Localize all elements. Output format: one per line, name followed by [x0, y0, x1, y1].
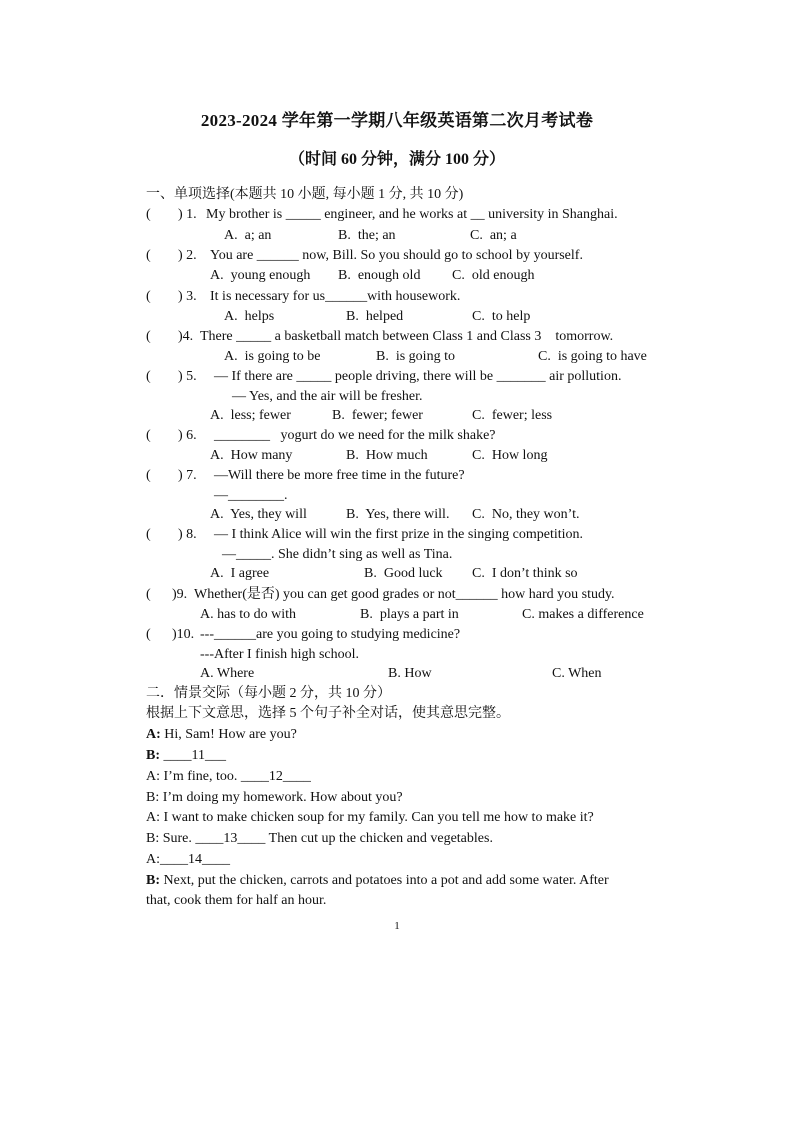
q8-option-b: B. Good luck [364, 566, 443, 581]
exam-subtitle: （时间 60 分钟，满分 100 分） [288, 151, 505, 168]
q6-option-a: A. How many [210, 448, 293, 463]
q3-option-c: C. to help [472, 309, 531, 324]
dialogue-text: Sure. ____13____ Then cut up the chicken and vegetables. [159, 831, 493, 846]
q10-option-c: C. When [552, 666, 602, 681]
q3-option-a: A. helps [224, 309, 275, 324]
q2-option-a: A. young enough [210, 268, 311, 283]
q4-stem: There _____ a basketball match between Class 1 and Class 3 tomorrow. [200, 329, 614, 344]
q6-stem: ________ yogurt do we need for the milk shake? [214, 428, 496, 443]
dialogue-speaker: B: [146, 790, 160, 805]
dialogue-text: I’m doing my homework. How about you? [159, 790, 403, 805]
dialogue-line-5 [146, 809, 594, 827]
q8-num: ) 8. [178, 527, 197, 542]
q8-option-c: C. I don’t think so [472, 566, 578, 581]
dialogue-text: ____11___ [160, 748, 226, 763]
dialogue-text: I want to make chicken soup for my family. Can you tell me how to make it? [160, 810, 594, 825]
answer-paren-1: ( [146, 207, 151, 222]
q5-stem-response: — Yes, and the air will be fresher. [232, 389, 423, 404]
q4-num: )4. [178, 329, 194, 344]
q8-option-a: A. I agree [210, 566, 270, 581]
q10-stem-response: ---After I finish high school. [200, 647, 360, 662]
q7-option-c: C. No, they won’t. [472, 507, 580, 522]
q9-num: )9. [172, 587, 188, 602]
answer-paren-9: ( [146, 587, 151, 602]
dialogue-speaker: A: [146, 810, 160, 825]
answer-paren-5: ( [146, 369, 151, 384]
q2-num: ) 2. [178, 248, 197, 263]
q2-option-b: B. enough old [338, 268, 421, 283]
dialogue-speaker: A: [146, 852, 160, 867]
q5-option-a: A. less; fewer [210, 408, 291, 423]
q8-stem: — I think Alice will win the first prize in the singing competition. [214, 527, 583, 542]
q5-option-b: B. fewer; fewer [332, 408, 423, 423]
q3-option-b: B. helped [346, 309, 404, 324]
dialogue-line-9 [146, 892, 326, 910]
dialogue-text: Next, put the chicken, carrots and potatoes into a pot and add some water. After [160, 873, 609, 888]
answer-paren-6: ( [146, 428, 151, 443]
answer-paren-7: ( [146, 468, 151, 483]
dialogue-text: that, cook them for half an hour. [146, 893, 327, 908]
q1-num: ) 1. [178, 207, 197, 222]
q9-option-a: A. has to do with [200, 607, 297, 622]
answer-paren-10: ( [146, 627, 151, 642]
dialogue-line-1 [146, 726, 297, 744]
dialogue-text: I’m fine, too. ____12____ [160, 769, 311, 784]
dialogue-speaker: A: [146, 769, 160, 784]
q7-stem-response: —________. [214, 488, 288, 503]
q7-num: ) 7. [178, 468, 197, 483]
section1-heading: 一、单项选择(本题共 10 小题, 每小题 1 分, 共 10 分) [146, 187, 464, 202]
q8-stem-response: —_____. She didn’t sing as well as Tina. [222, 547, 453, 562]
q5-stem: — If there are _____ people driving, there will be _______ air pollution. [214, 369, 622, 384]
q10-option-a: A. Where [200, 666, 255, 681]
dialogue-text: ____14____ [160, 852, 230, 867]
q7-option-a: A. Yes, they will [210, 507, 307, 522]
dialogue-speaker: B: [146, 873, 160, 888]
q10-option-b: B. How [388, 666, 432, 681]
dialogue-line-6 [146, 830, 493, 848]
q10-num: )10. [172, 627, 195, 642]
dialogue-line-2 [146, 747, 226, 765]
dialogue-line-8 [146, 872, 609, 890]
q5-num: ) 5. [178, 369, 197, 384]
dialogue-speaker: A: [146, 727, 161, 742]
q1-stem: My brother is _____ engineer, and he works at __ university in Shanghai. [206, 207, 618, 222]
page-number: 1 [394, 920, 400, 932]
q6-option-c: C. How long [472, 448, 548, 463]
section2-heading: 二．情景交际（每小题 2 分，共 10 分） [146, 686, 391, 701]
q6-num: ) 6. [178, 428, 197, 443]
q1-option-c: C. an; a [470, 228, 517, 243]
exam-title: 2023-2024 学年第一学期八年级英语第二次月考试卷 [200, 111, 594, 130]
q6-option-b: B. How much [346, 448, 428, 463]
q4-option-c: C. is going to have [538, 349, 647, 364]
q9-option-c: C. makes a difference [522, 607, 644, 622]
q3-num: ) 3. [178, 289, 197, 304]
dialogue-line-3 [146, 768, 311, 786]
q4-option-a: A. is going to be [224, 349, 321, 364]
answer-paren-3: ( [146, 289, 151, 304]
q7-option-b: B. Yes, there will. [346, 507, 450, 522]
dialogue-speaker: B: [146, 748, 160, 763]
answer-paren-4: ( [146, 329, 151, 344]
q1-option-b: B. the; an [338, 228, 396, 243]
q5-option-c: C. fewer; less [472, 408, 553, 423]
dialogue-text: Hi, Sam! How are you? [160, 727, 297, 742]
answer-paren-8: ( [146, 527, 151, 542]
q1-option-a: A. a; an [224, 228, 272, 243]
section2-instruction: 根据上下文意思，选择 5 个句子补全对话，使其意思完整。 [146, 706, 510, 721]
q7-stem: —Will there be more free time in the future? [214, 468, 465, 483]
dialogue-speaker: B: [146, 831, 160, 846]
answer-paren-2: ( [146, 248, 151, 263]
q2-option-c: C. old enough [452, 268, 535, 283]
q10-stem: ---______are you going to studying medicine? [200, 627, 461, 642]
q9-stem: Whether(是否) you can get good grades or not______ how hard you study. [194, 587, 615, 602]
q3-stem: It is necessary for us______with housework. [210, 289, 461, 304]
q2-stem: You are ______ now, Bill. So you should go to school by yourself. [210, 248, 583, 263]
q9-option-b: B. plays a part in [360, 607, 459, 622]
q4-option-b: B. is going to [376, 349, 455, 364]
dialogue-line-7 [146, 851, 230, 869]
dialogue-line-4 [146, 789, 403, 807]
